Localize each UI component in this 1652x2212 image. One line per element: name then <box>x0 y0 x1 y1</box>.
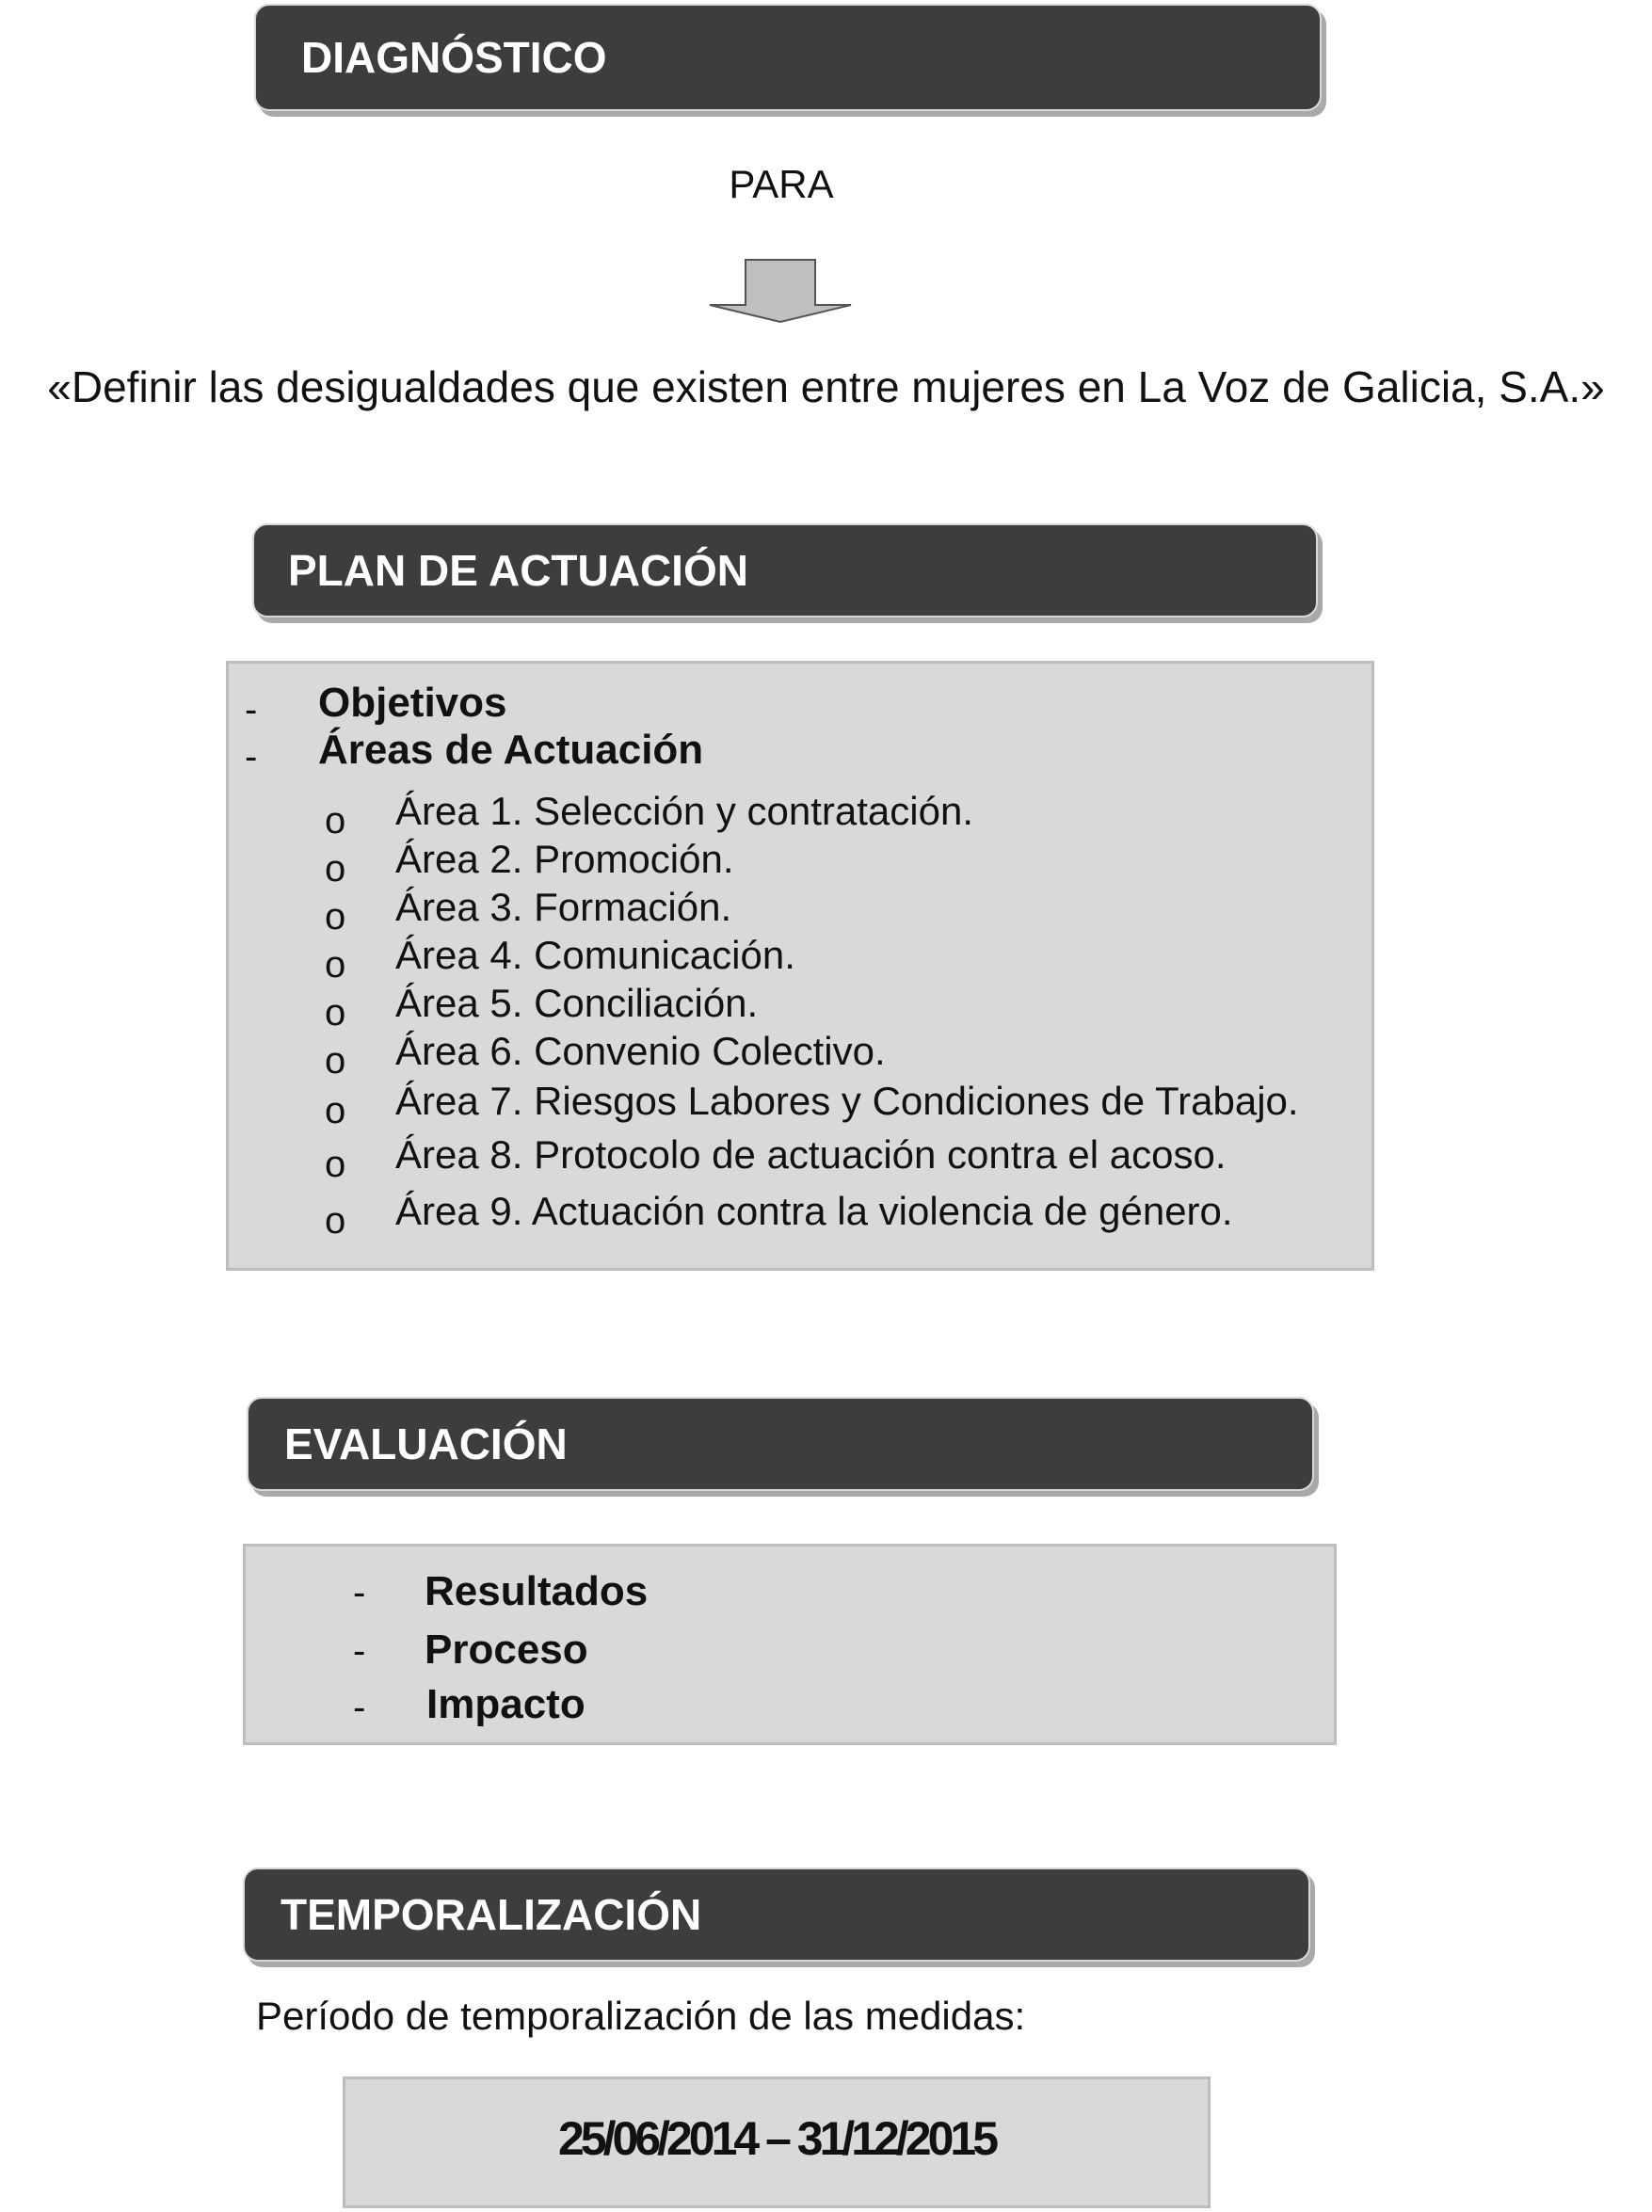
area-bullet: o <box>325 1200 346 1242</box>
area-item: Área 7. Riesgos Labores y Condiciones de Trabajo. <box>395 1079 1299 1123</box>
area-bullet: o <box>325 1040 346 1082</box>
area-bullet: o <box>325 1090 346 1131</box>
plan-item-objetivos: Objetivos <box>318 680 507 726</box>
area-item: Área 8. Protocolo de actuación contra el acoso. <box>395 1132 1227 1177</box>
plan-item-areas: Áreas de Actuación <box>318 727 704 773</box>
area-item: Área 6. Convenio Colectivo. <box>395 1029 886 1073</box>
list-marker: - <box>245 689 258 730</box>
diagnostico-header <box>254 4 1322 111</box>
evaluacion-header <box>247 1397 1314 1491</box>
period-box <box>343 2076 1211 2208</box>
eval-item-impacto: Impacto <box>426 1681 585 1727</box>
list-marker: - <box>353 1687 366 1728</box>
diagnostico-title: DIAGNÓSTICO <box>301 33 607 82</box>
plan-header <box>252 523 1318 617</box>
eval-item-resultados: Resultados <box>425 1568 649 1614</box>
connector-text: PARA <box>729 162 834 206</box>
area-item: Área 2. Promoción. <box>395 837 734 881</box>
evaluacion-title: EVALUACIÓN <box>284 1419 568 1468</box>
area-bullet: o <box>325 848 346 890</box>
plan-title: PLAN DE ACTUACIÓN <box>288 546 748 595</box>
down-arrow-icon <box>706 258 857 326</box>
area-item: Área 5. Conciliación. <box>395 981 759 1025</box>
evaluacion-content-box <box>243 1544 1337 1745</box>
list-marker: - <box>353 1572 366 1613</box>
eval-item-proceso: Proceso <box>425 1627 588 1673</box>
area-item: Área 1. Selección y contratación. <box>395 789 974 833</box>
temporalizacion-header <box>243 1867 1310 1962</box>
temporalizacion-title: TEMPORALIZACIÓN <box>281 1890 702 1939</box>
area-item: Área 4. Comunicación. <box>395 933 795 977</box>
list-marker: - <box>353 1630 366 1672</box>
area-item: Área 3. Formación. <box>395 885 732 929</box>
area-bullet: o <box>325 896 346 938</box>
list-marker: - <box>245 736 258 777</box>
temporalizacion-caption: Período de temporalización de las medidas: <box>256 1994 1026 2038</box>
area-bullet: o <box>325 1144 346 1185</box>
area-bullet: o <box>325 944 346 986</box>
area-item: Área 9. Actuación contra la violencia de género. <box>395 1189 1233 1233</box>
objective-text: «Definir las desigualdades que existen entre mujeres en La Voz de Galicia, S.A.» <box>47 362 1605 411</box>
period-text: 25/06/2014 – 31/12/2015 <box>557 2112 996 2165</box>
area-bullet: o <box>325 800 346 842</box>
area-bullet: o <box>325 992 346 1034</box>
